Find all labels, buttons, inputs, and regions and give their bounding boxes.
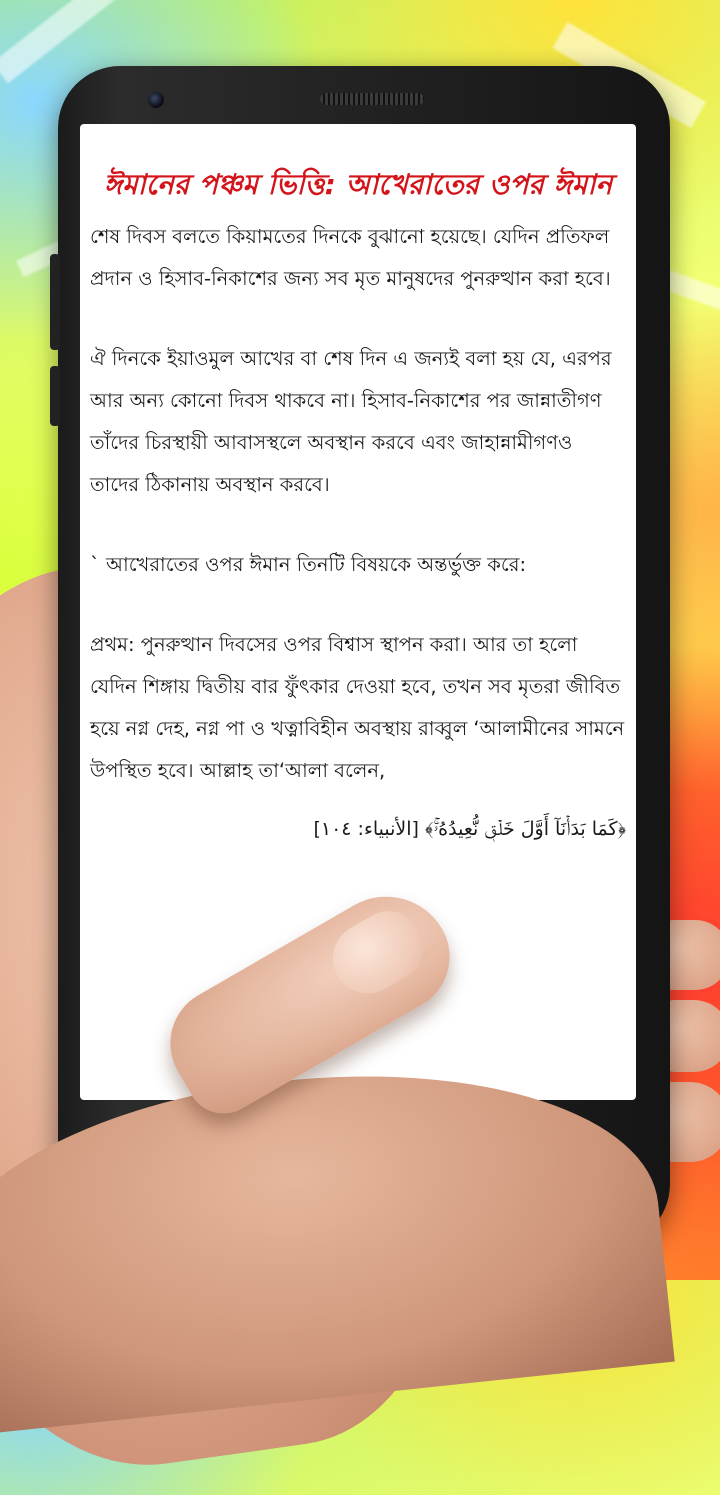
article-body[interactable]	[80, 216, 636, 850]
quran-verse: ﴿كَمَا بَدَأۡنَآ أَوَّلَ خَلۡقٖ نُّعِيدُهُۥۚ﴾ [الأنبياء: ١٠٤]	[313, 818, 626, 840]
phone-frame	[58, 66, 670, 1246]
earpiece-speaker	[320, 93, 424, 105]
volume-button	[50, 254, 60, 350]
thumb-nail	[320, 900, 435, 1007]
front-camera-icon	[148, 92, 164, 108]
article-paragraph: প্রথম: পুনরুত্থান দিবসের ওপর বিশ্বাস স্থাপন করা। আর তা হলো যেদিন শিঙ্গায় দ্বিতীয় বার ফুঁৎকার দেওয়া হবে, তখন সব মৃতরা জীবিত হয়ে নগ্ন দেহ, নগ্ন পা ও খত্নাবিহীন অবস্থায় রাব্বুল ‘আলামীনের সামনে উপস্থিত হবে। আল্লাহ তা‘আলা বলেন,	[90, 633, 625, 782]
article-title: ঈমানের পঞ্চম ভিত্তি: আখেরাতের ওপর ঈমান	[103, 168, 613, 201]
article-paragraph: শেষ দিবস বলতে কিয়ামতের দিনকে বুঝানো হয়েছে। যেদিন প্রতিফল প্রদান ও হিসাব-নিকাশের জন্য সব মৃত মানুষদের পুনরুত্থান করা হবে।	[90, 225, 611, 290]
article-paragraph: ঐ দিনকে ইয়াওমুল আখের বা শেষ দিন এ জন্যই বলা হয় যে, এরপর আর অন্য কোনো দিবস থাকবে না। হিসাব-নিকাশের পর জান্নাতীগণ তাঁদের চিরস্থায়ী আবাসস্থলে অবস্থান করবে এবং জাহান্নামীগণও তাদের ঠিকানায় অবস্থান করবে।	[90, 347, 612, 496]
power-button	[50, 366, 60, 426]
article-paragraph: ` আখেরাতের ওপর ঈমান তিনটি বিষয়কে অন্তর্ভুক্ত করে:	[90, 553, 527, 576]
